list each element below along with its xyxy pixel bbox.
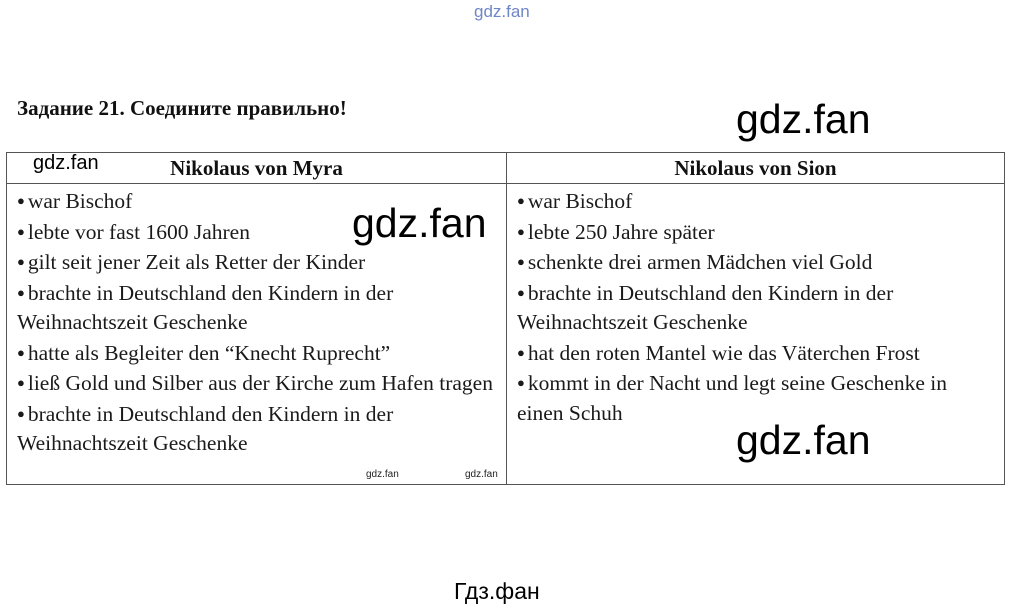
watermark-table-right: gdz.fan bbox=[736, 417, 871, 463]
item-text: gilt seit jener Zeit als Retter der Kinder bbox=[27, 250, 366, 274]
list-item bbox=[517, 186, 996, 217]
item-text: war Bischof bbox=[27, 189, 133, 213]
watermark-small-1: gdz.fan bbox=[366, 469, 399, 480]
item-text: hat den roten Mantel wie das Väterchen Frost bbox=[527, 340, 920, 365]
list-item bbox=[517, 247, 996, 278]
bullet-icon: ● bbox=[17, 193, 25, 208]
task-title: Задание 21. Соедините правильно! bbox=[17, 96, 347, 120]
header-myra: Nikolaus von Myra bbox=[7, 153, 507, 184]
watermark-top: gdz.fan bbox=[474, 2, 530, 21]
bullet-icon: ● bbox=[17, 405, 25, 421]
list-sion bbox=[517, 186, 996, 428]
list-item bbox=[17, 338, 498, 369]
item-text: hatte als Begleiter den “Knecht Ruprecht” bbox=[27, 340, 391, 365]
item-text: ließ Gold und Silber aus der Kirche zum Hafen tragen bbox=[27, 371, 493, 395]
bullet-icon: ● bbox=[17, 375, 25, 390]
list-item bbox=[17, 399, 498, 459]
bullet-icon: ● bbox=[517, 254, 525, 269]
item-text: schenkte drei armen Mädchen viel Gold bbox=[527, 250, 873, 274]
list-item bbox=[17, 278, 498, 338]
watermark-table-center: gdz.fan bbox=[352, 200, 487, 246]
item-text: brachte in Deutschland den Kindern in der Weihnachtszeit Geschenke bbox=[517, 280, 894, 334]
item-text: lebte vor fast 1600 Jahren bbox=[27, 219, 250, 244]
header-sion: Nikolaus von Sion bbox=[507, 153, 1005, 184]
bullet-icon: ● bbox=[517, 223, 525, 239]
bullet-icon: ● bbox=[517, 193, 525, 208]
bullet-icon: ● bbox=[517, 375, 525, 390]
item-text: lebte 250 Jahre später bbox=[527, 219, 715, 244]
list-item bbox=[17, 247, 498, 278]
item-text: kommt in der Nacht und legt seine Geschenke in einen Schuh bbox=[517, 371, 947, 425]
item-text: brachte in Deutschland den Kindern in der Weihnachtszeit Geschenke bbox=[17, 280, 394, 334]
list-item bbox=[17, 368, 498, 399]
watermark-bottom: Гдз.фан bbox=[454, 578, 540, 604]
item-text: brachte in Deutschland den Kindern in der Weihnachtszeit Geschenke bbox=[17, 401, 394, 455]
bullet-icon: ● bbox=[17, 344, 25, 360]
watermark-title-right: gdz.fan bbox=[736, 96, 871, 142]
bullet-icon: ● bbox=[17, 254, 25, 269]
watermark-table-left: gdz.fan bbox=[33, 152, 99, 174]
list-item bbox=[517, 338, 996, 369]
bullet-icon: ● bbox=[17, 223, 25, 239]
list-item bbox=[517, 278, 996, 338]
bullet-icon: ● bbox=[17, 284, 25, 300]
list-item bbox=[517, 217, 996, 248]
bullet-icon: ● bbox=[517, 284, 525, 300]
item-text: war Bischof bbox=[527, 189, 633, 213]
bullet-icon: ● bbox=[517, 344, 525, 360]
watermark-small-2: gdz.fan bbox=[465, 469, 498, 480]
